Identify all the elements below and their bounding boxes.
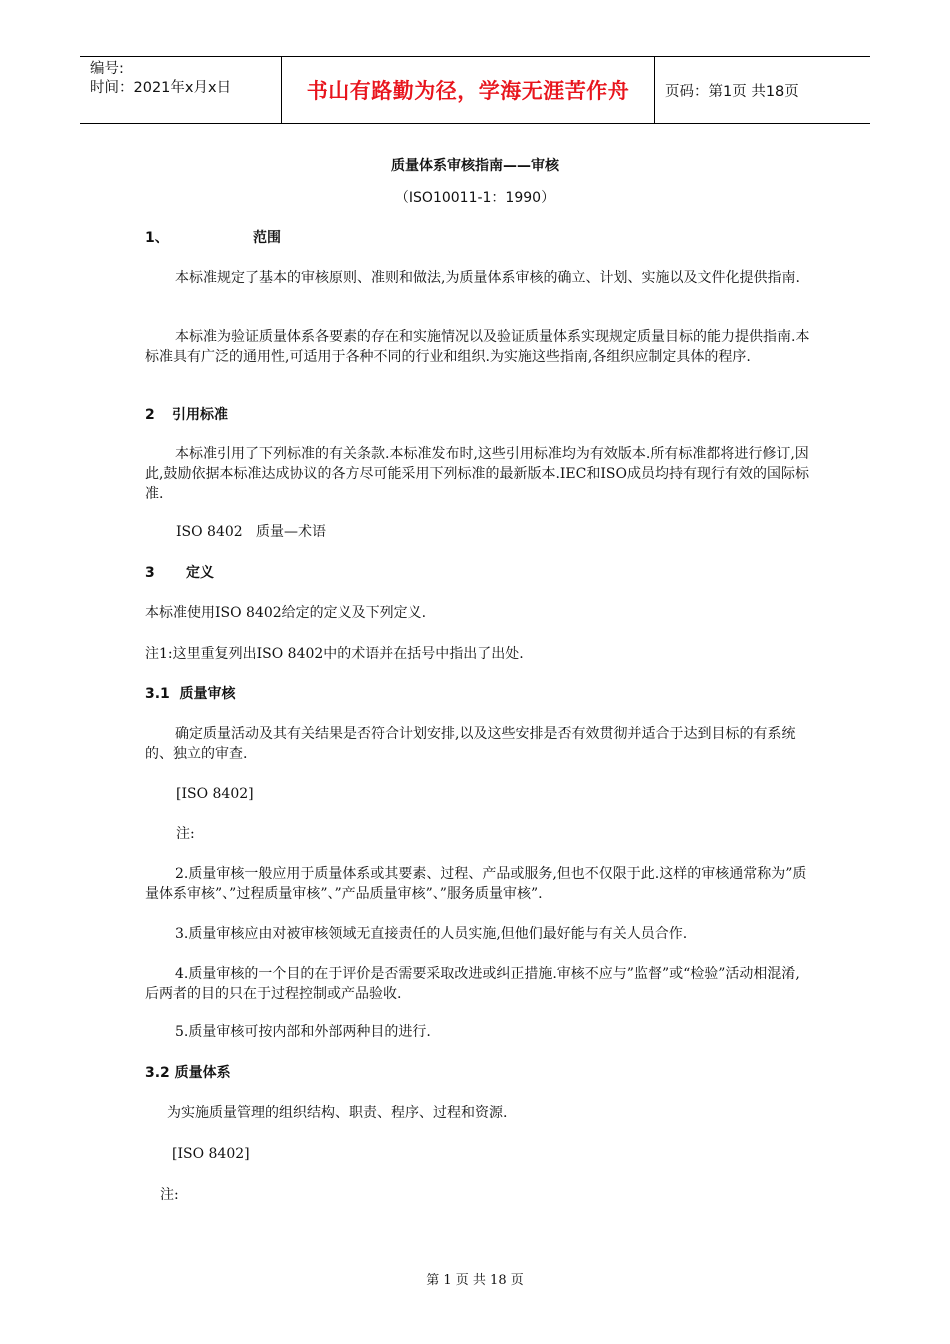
section-2-paragraph-1: 本标准引用了下列标准的有关条款.本标准发布时,这些引用标准均为有效版本.所有标准都将进行修订,因此,鼓励依据本标准达成协议的各方尽可能采用下列标准的最新版本.IEC和ISO成员均持有现行有效的国际标准.: [145, 446, 809, 502]
section-3-number: 3: [145, 565, 155, 581]
section-2-reference: ISO 8402 质量—术语: [176, 524, 327, 540]
section-3-1-note-2: 2.质量审核一般应用于质量体系或其要素、过程、产品或服务,但也不仅限于此.这样的审核通常称为”质量体系审核”、”过程质量审核”、”产品质量审核”、”服务质量审核”.: [145, 866, 807, 902]
section-3-1-note-5: 5.质量审核可按内部和外部两种目的进行.: [175, 1024, 431, 1040]
section-2-number: 2: [145, 407, 155, 423]
header-meta: [80, 57, 281, 123]
section-1-title: 范围: [253, 230, 281, 246]
header-motto-cell: [281, 57, 655, 123]
doc-title: 质量体系审核指南——审核: [391, 158, 559, 174]
section-1-paragraph-2: 本标准为验证质量体系各要素的存在和实施情况以及验证质量体系实现规定质量目标的能力提供指南.本标准具有广泛的通用性,可适用于各种不同的行业和组织.为实施这些指南,各组织应制定具体的程序.: [145, 329, 810, 365]
section-3-2-note-label: 注:: [160, 1187, 179, 1203]
section-3-1-note-3: 3.质量审核应由对被审核领域无直接责任的人员实施,但他们最好能与有关人员合作.: [175, 926, 688, 942]
header-motto: 书山有路勤为径，学海无涯苦作舟: [306, 79, 630, 103]
section-1-number: 1、: [145, 230, 169, 246]
section-3-1-note-label: 注:: [176, 826, 195, 842]
page-footer: 第 1 页 共 18 页: [426, 1273, 524, 1288]
number-label: 编号:: [90, 61, 124, 77]
doc-subtitle: （ISO10011-1：1990）: [394, 190, 556, 206]
section-3-1-note-4: 4.质量审核的一个目的在于评价是否需要采取改进或纠正措施.审核不应与”监督”或“检验”活动相混淆,后两者的目的只在于过程控制或产品验收.: [145, 966, 800, 1002]
section-3-paragraph-1: 本标准使用ISO 8402给定的定义及下列定义.: [145, 605, 427, 621]
section-3-note-1: 注1:这里重复列出ISO 8402中的术语并在括号中指出了出处.: [145, 646, 524, 662]
section-1-paragraph-1: 本标准规定了基本的审核原则、准则和做法,为质量体系审核的确立、计划、实施以及文件化提供指南.: [175, 270, 800, 286]
section-2-title: 引用标准: [172, 407, 228, 423]
section-3-title: 定义: [186, 565, 214, 581]
section-3-1-reference: [ISO 8402]: [176, 786, 254, 802]
section-3-1-paragraph-1: 确定质量活动及其有关结果是否符合计划安排,以及这些安排是否有效贯彻并适合于达到目标的有系统的、独立的审查.: [145, 726, 796, 762]
header-page-code: 页码：第1页 共18页: [665, 83, 799, 100]
section-3-2-reference: [ISO 8402]: [172, 1146, 250, 1162]
section-3-2-title: 3.2 质量体系: [145, 1065, 231, 1081]
page-header: [80, 56, 870, 124]
section-3-2-paragraph-1: 为实施质量管理的组织结构、职责、程序、过程和资源.: [167, 1105, 508, 1121]
section-3-1-title: 3.1 质量审核: [145, 686, 236, 702]
time-label: 时间：2021年x月x日: [90, 80, 232, 96]
